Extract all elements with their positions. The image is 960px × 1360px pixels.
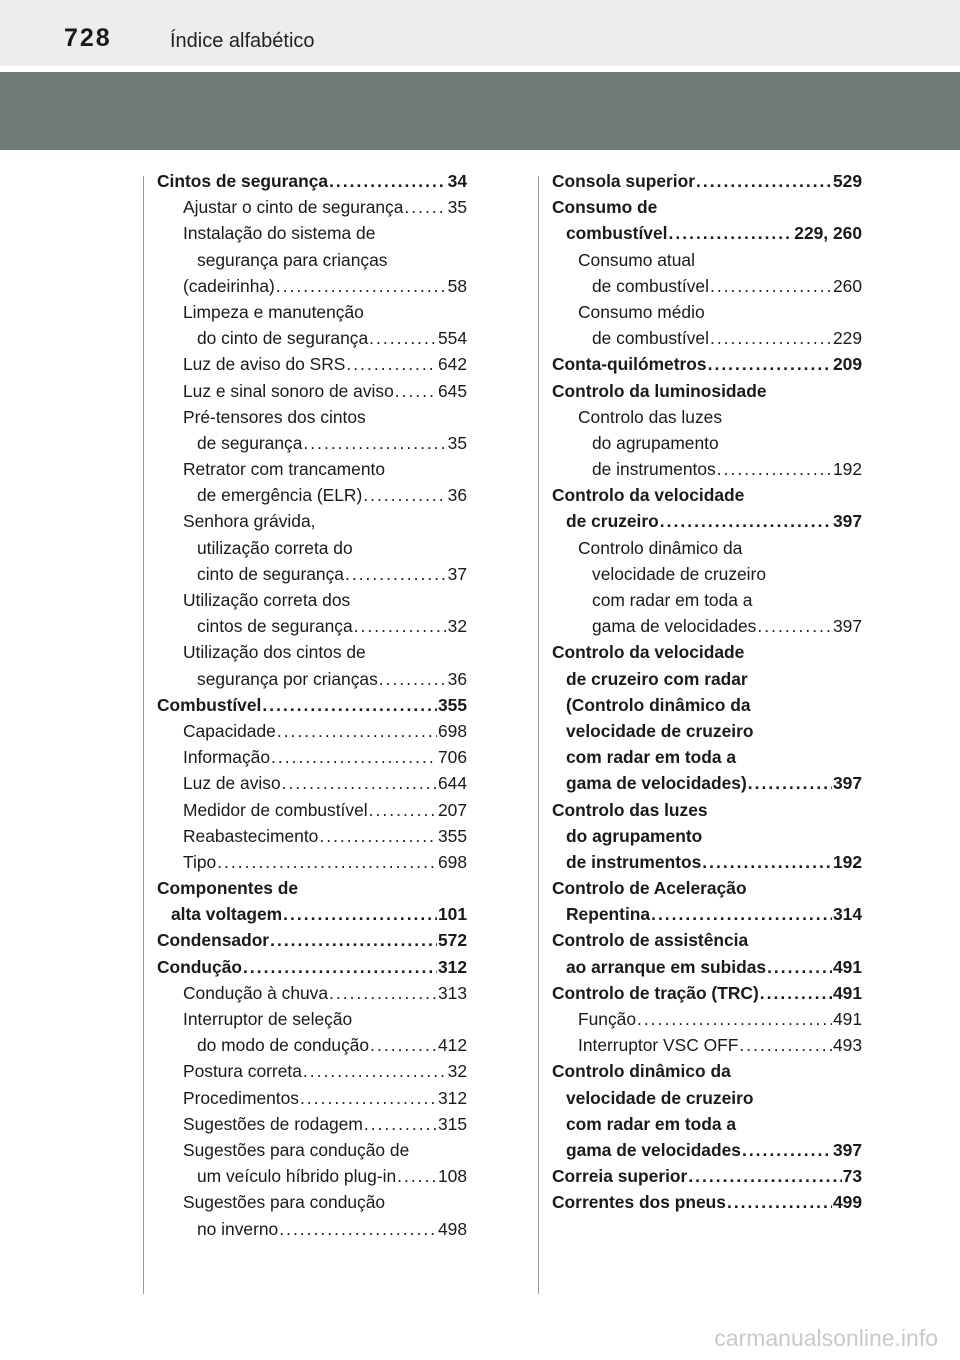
entry-label: Consola superior [552, 171, 696, 191]
index-entry [552, 430, 862, 456]
index-entry [552, 1058, 862, 1084]
dot-leader [369, 797, 437, 823]
dot-leader [404, 194, 446, 220]
column-divider-right [538, 176, 539, 1294]
entry-page-ref: 554 [437, 328, 467, 349]
dot-leader [696, 168, 832, 194]
index-column-right [552, 168, 862, 1216]
entry-page-ref: 412 [437, 1035, 467, 1056]
entry-page-ref: 312 [437, 956, 467, 977]
index-entry [157, 535, 467, 561]
entry-label: Correia superior [552, 1166, 688, 1187]
entry-page-ref: 493 [832, 1035, 862, 1056]
index-entry [552, 456, 862, 482]
index-entry [552, 954, 862, 980]
entry-page-ref: 529 [832, 171, 862, 191]
index-entry [552, 666, 862, 692]
entry-label: Consumo de [552, 197, 658, 218]
entry-label: de segurança [197, 432, 303, 453]
index-entry [157, 1137, 467, 1163]
entry-page-ref: 355 [437, 694, 467, 715]
index-entry [552, 718, 862, 744]
entry-page-ref: 644 [437, 773, 467, 794]
entry-label: do modo de condução [197, 1035, 370, 1056]
entry-page-ref: 491 [832, 956, 862, 977]
entry-page-ref: 572 [437, 930, 467, 951]
entry-label: gama de velocidades [592, 616, 757, 637]
entry-label: de emergência (ELR) [197, 485, 363, 506]
entry-label: cintos de segurança [197, 616, 353, 637]
entry-page-ref: 73 [842, 1166, 862, 1187]
entry-label: de instrumentos [592, 459, 716, 480]
section-title: Índice alfabético [170, 30, 315, 52]
entry-page-ref: 35 [447, 197, 467, 218]
index-entry [552, 535, 862, 561]
entry-label: Controlo das luzes [578, 406, 723, 427]
dot-leader [748, 770, 832, 796]
index-entry [157, 1058, 467, 1084]
entry-label: segurança para crianças [197, 249, 388, 270]
dot-leader [710, 273, 832, 299]
entry-page-ref: 35 [447, 432, 467, 453]
index-entry [552, 482, 862, 508]
index-entry [552, 1189, 862, 1215]
entry-label: combustível [566, 223, 668, 244]
dot-leader [369, 325, 437, 351]
entry-label: de combustível [592, 328, 709, 349]
entry-label: Controlo da velocidade [552, 642, 745, 663]
dot-leader [727, 1189, 832, 1215]
dot-leader [345, 561, 447, 587]
index-entry [552, 639, 862, 665]
index-entry [552, 980, 862, 1006]
dot-leader [276, 273, 447, 299]
dot-leader [395, 378, 437, 404]
entry-label: Sugestões para condução [183, 1192, 386, 1213]
dot-leader [688, 1163, 841, 1189]
entry-page-ref: 315 [437, 1113, 467, 1134]
entry-label: Condução [157, 956, 243, 977]
entry-label: Senhora grávida, [183, 511, 316, 532]
entry-label: Função [578, 1009, 637, 1029]
index-entry [157, 692, 467, 718]
entry-label: ao arranque em subidas [566, 956, 767, 977]
index-entry [552, 1085, 862, 1111]
index-entry [157, 378, 467, 404]
entry-page-ref: 34 [447, 171, 467, 191]
entry-label: Informação [183, 747, 270, 768]
entry-label: Consumo médio [578, 301, 705, 322]
entry-label: Conta-quilómetros [552, 354, 707, 375]
index-entry [552, 299, 862, 325]
index-entry [157, 587, 467, 613]
index-entry [552, 849, 862, 875]
entry-label: de cruzeiro [566, 511, 659, 532]
dot-leader [329, 980, 437, 1006]
entry-page-ref: 397 [832, 616, 862, 637]
index-entry [552, 797, 862, 823]
dot-leader [717, 456, 832, 482]
entry-label: Luz de aviso do SRS [183, 354, 346, 375]
entry-label: Componentes de [157, 878, 299, 899]
dot-leader [354, 613, 447, 639]
index-entry [157, 508, 467, 534]
index-entry [157, 797, 467, 823]
dot-leader [708, 351, 832, 377]
entry-label: um veículo híbrido plug-in [197, 1166, 397, 1187]
dot-leader [319, 823, 437, 849]
index-entry [157, 325, 467, 351]
dot-leader [379, 666, 447, 692]
index-entry [157, 849, 467, 875]
entry-label: gama de velocidades) [566, 773, 747, 794]
index-entry [157, 901, 467, 927]
entry-page-ref: 209 [832, 354, 862, 375]
index-entry [157, 927, 467, 953]
header-band [0, 72, 960, 150]
entry-label: cinto de segurança [197, 563, 344, 584]
entry-page-ref: 698 [437, 851, 467, 872]
entry-label: de combustível [592, 275, 709, 296]
dot-leader [346, 351, 437, 377]
column-divider-left [143, 176, 144, 1294]
index-entry [157, 1216, 467, 1242]
entry-label: velocidade de cruzeiro [566, 720, 754, 741]
index-entry [552, 927, 862, 953]
entry-label: (Controlo dinâmico da [566, 694, 751, 715]
index-entry [157, 875, 467, 901]
dot-leader [279, 1216, 437, 1242]
dot-leader [710, 325, 832, 351]
index-entry [157, 220, 467, 246]
dot-leader [739, 1032, 832, 1058]
entry-page-ref: 499 [832, 1192, 862, 1213]
entry-label: do cinto de segurança [197, 328, 369, 349]
entry-label: do agrupamento [592, 432, 719, 453]
entry-label: com radar em toda a [566, 1113, 737, 1134]
dot-leader [363, 482, 446, 508]
index-entry [157, 247, 467, 273]
dot-leader [217, 849, 437, 875]
index-entry [157, 666, 467, 692]
index-entry [552, 1006, 862, 1032]
entry-page-ref: 642 [437, 354, 467, 375]
entry-label: Controlo dinâmico da [552, 1061, 731, 1082]
entry-label: no inverno [197, 1218, 279, 1239]
entry-label: velocidade de cruzeiro [592, 563, 767, 584]
entry-label: Pré-tensores dos cintos [183, 406, 366, 427]
page-number: 728 [64, 24, 112, 52]
entry-page-ref: 313 [437, 982, 467, 1003]
index-entry [552, 901, 862, 927]
dot-leader [243, 954, 437, 980]
index-entry [552, 378, 862, 404]
index-entry [552, 351, 862, 377]
index-entry [552, 744, 862, 770]
index-entry [552, 692, 862, 718]
entry-label: Controlo da velocidade [552, 485, 745, 506]
entry-label: alta voltagem [171, 904, 283, 925]
dot-leader [637, 1006, 832, 1032]
entry-page-ref: 37 [447, 563, 467, 584]
entry-label: Repentina [566, 904, 651, 925]
index-entry [157, 823, 467, 849]
entry-label: com radar em toda a [592, 590, 753, 610]
index-entry [552, 194, 862, 220]
dot-leader [702, 849, 832, 875]
entry-label: Limpeza e manutenção [183, 301, 364, 322]
index-entry [157, 718, 467, 744]
dot-leader [767, 954, 832, 980]
entry-label: Tipo [183, 851, 217, 872]
entry-label: utilização correta do [197, 537, 353, 558]
index-entry [157, 561, 467, 587]
entry-label: velocidade de cruzeiro [566, 1087, 754, 1108]
entry-label: gama de velocidades [566, 1139, 741, 1160]
index-entry [552, 1163, 862, 1189]
dot-leader [282, 770, 437, 796]
entry-label: Controlo de assistência [552, 930, 749, 951]
dot-leader [300, 1085, 437, 1111]
index-entry [157, 404, 467, 430]
entry-label: Capacidade [183, 720, 276, 741]
index-entry [157, 194, 467, 220]
entry-label: (cadeirinha) [183, 275, 275, 296]
index-entry [552, 561, 862, 587]
entry-label: Retrator com trancamento [183, 459, 386, 480]
dot-leader [742, 1137, 832, 1163]
entry-label: Sugestões para condução de [183, 1139, 410, 1160]
entry-label: Condução à chuva [183, 982, 329, 1003]
entry-page-ref: 314 [832, 904, 862, 925]
entry-page-ref: 36 [447, 668, 467, 689]
dot-leader [329, 168, 447, 194]
entry-page-ref: 101 [437, 904, 467, 925]
entry-page-ref: 397 [832, 1139, 862, 1160]
index-entry [157, 1085, 467, 1111]
entry-label: Luz e sinal sonoro de aviso [183, 380, 394, 401]
entry-label: Utilização dos cintos de [183, 642, 366, 663]
entry-label: Controlo de tração (TRC) [552, 982, 759, 1003]
index-entry [157, 1111, 467, 1137]
dot-leader [757, 613, 832, 639]
index-entry [552, 325, 862, 351]
entry-page-ref: 491 [832, 1009, 862, 1029]
dot-leader [651, 901, 832, 927]
dot-leader [303, 430, 446, 456]
entry-page-ref: 355 [437, 825, 467, 846]
index-entry [552, 1032, 862, 1058]
index-entry [157, 299, 467, 325]
index-entry [157, 744, 467, 770]
dot-leader [397, 1163, 437, 1189]
dot-leader [271, 744, 437, 770]
index-entry [552, 168, 862, 194]
dot-leader [370, 1032, 437, 1058]
entry-page-ref: 397 [832, 773, 862, 794]
entry-label: Condensador [157, 930, 270, 951]
index-entry [552, 1137, 862, 1163]
index-entry [157, 980, 467, 1006]
entry-page-ref: 229, 260 [794, 223, 862, 244]
entry-label: segurança por crianças [197, 668, 378, 689]
index-column-left [157, 168, 467, 1242]
entry-label: do agrupamento [566, 825, 703, 846]
index-entry [552, 587, 862, 613]
entry-label: Cintos de segurança [157, 171, 329, 191]
dot-leader [262, 692, 437, 718]
entry-page-ref: 36 [447, 485, 467, 506]
dot-leader [760, 980, 832, 1006]
index-entry [157, 639, 467, 665]
index-entry [157, 168, 467, 194]
index-entry [157, 430, 467, 456]
entry-label: Controlo dinâmico da [578, 537, 743, 558]
index-entry [157, 482, 467, 508]
dot-leader [277, 718, 437, 744]
index-entry [552, 875, 862, 901]
entry-label: Procedimentos [183, 1087, 299, 1108]
index-entry [552, 823, 862, 849]
entry-label: Postura correta [183, 1061, 302, 1082]
index-entry [552, 613, 862, 639]
index-entry [552, 508, 862, 534]
dot-leader [364, 1111, 437, 1137]
entry-label: com radar em toda a [566, 747, 737, 768]
entry-label: Controlo da luminosidade [552, 380, 767, 401]
dot-leader [270, 927, 437, 953]
entry-page-ref: 312 [437, 1087, 467, 1108]
entry-label: Utilização correta dos [183, 590, 351, 610]
index-entry [552, 1111, 862, 1137]
entry-page-ref: 698 [437, 720, 467, 741]
entry-label: Ajustar o cinto de segurança [183, 197, 404, 218]
entry-label: Medidor de combustível [183, 799, 368, 820]
entry-page-ref: 260 [832, 275, 862, 296]
entry-page-ref: 32 [447, 616, 467, 637]
entry-label: Instalação do sistema de [183, 223, 376, 244]
index-entry [157, 351, 467, 377]
entry-page-ref: 397 [832, 511, 862, 532]
index-entry [157, 613, 467, 639]
index-entry [157, 456, 467, 482]
dot-leader [303, 1058, 447, 1084]
entry-page-ref: 192 [832, 851, 862, 872]
index-entry [552, 273, 862, 299]
entry-label: Controlo das luzes [552, 799, 708, 820]
index-entry [552, 247, 862, 273]
index-entry [157, 1032, 467, 1058]
index-entry [157, 770, 467, 796]
entry-label: Controlo de Aceleração [552, 878, 747, 899]
index-entry [157, 1163, 467, 1189]
entry-label: Interruptor de seleção [183, 1009, 353, 1029]
entry-page-ref: 645 [437, 380, 467, 401]
entry-page-ref: 229 [832, 328, 862, 349]
dot-leader [660, 508, 832, 534]
index-entry [552, 770, 862, 796]
entry-page-ref: 491 [832, 982, 862, 1003]
entry-page-ref: 498 [437, 1218, 467, 1239]
entry-label: Sugestões de rodagem [183, 1113, 363, 1134]
watermark-text: carmanualsonline.info [714, 1325, 938, 1351]
index-entry [157, 954, 467, 980]
entry-label: de cruzeiro com radar [566, 668, 748, 689]
entry-label: Luz de aviso [183, 773, 281, 794]
index-entry [157, 273, 467, 299]
entry-label: Reabastecimento [183, 825, 319, 846]
entry-page-ref: 207 [437, 799, 467, 820]
entry-page-ref: 706 [437, 747, 467, 768]
entry-page-ref: 192 [832, 459, 862, 480]
entry-label: Correntes dos pneus [552, 1192, 726, 1213]
entry-page-ref: 58 [447, 275, 467, 296]
entry-page-ref: 108 [437, 1166, 467, 1187]
index-entry [157, 1006, 467, 1032]
index-entry [552, 404, 862, 430]
dot-leader [668, 220, 793, 246]
entry-label: de instrumentos [566, 851, 702, 872]
entry-page-ref: 32 [447, 1061, 467, 1082]
index-entry [552, 220, 862, 246]
dot-leader [283, 901, 437, 927]
entry-label: Interruptor VSC OFF [578, 1035, 739, 1056]
index-entry [157, 1189, 467, 1215]
entry-label: Consumo atual [578, 249, 695, 270]
entry-label: Combustível [157, 694, 262, 715]
header-bar [0, 0, 960, 66]
